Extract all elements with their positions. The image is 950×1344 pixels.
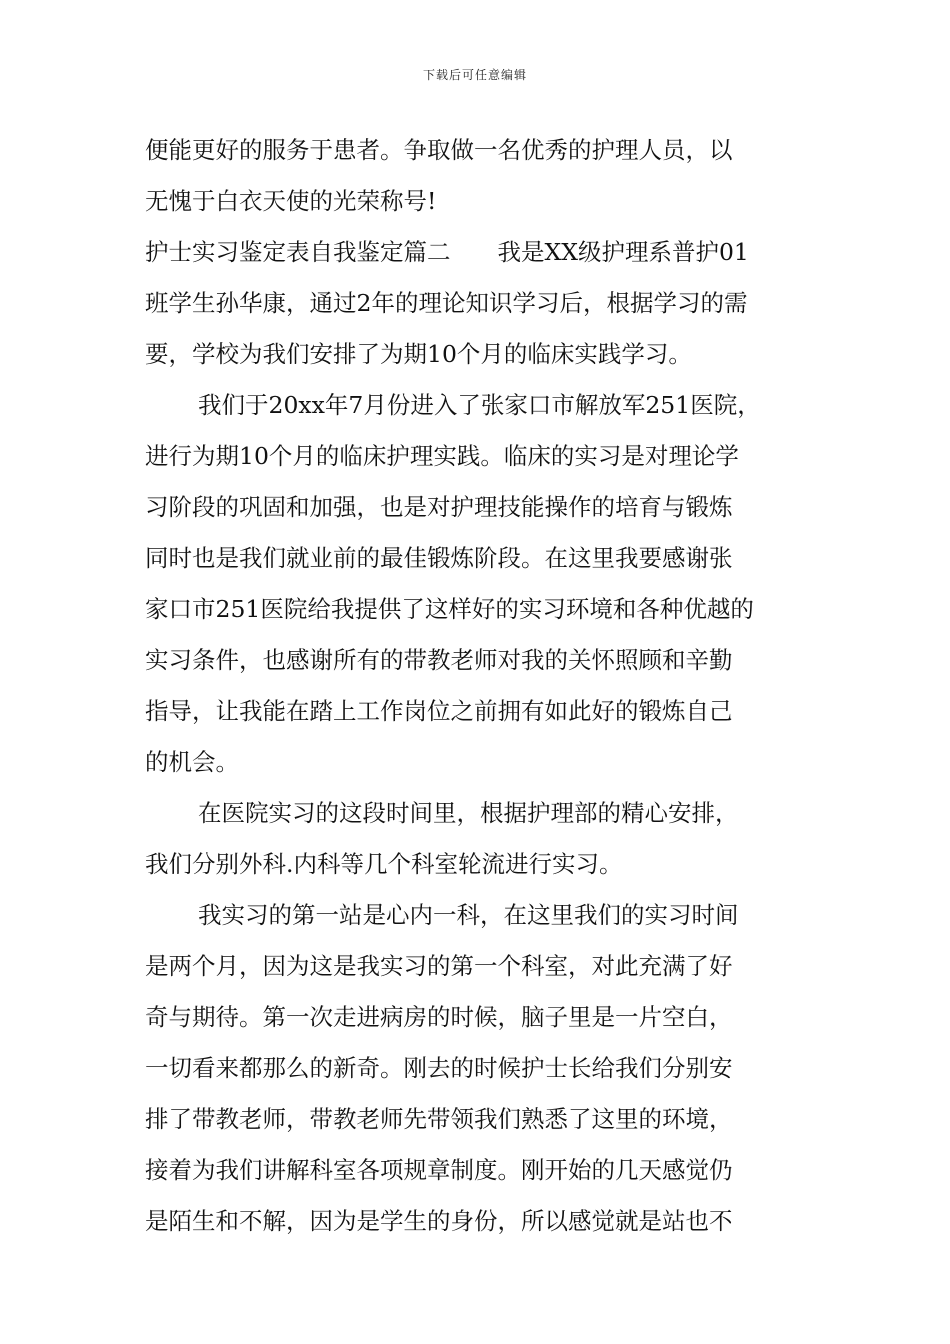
text-line: 习阶段的巩固和加强，也是对护理技能操作的培育与锻炼 <box>145 493 733 521</box>
text-line: 指导，让我能在踏上工作岗位之前拥有如此好的锻炼自己 <box>145 697 733 725</box>
text-line: 接着为我们讲解科室各项规章制度。刚开始的几天感觉仍 <box>145 1156 733 1184</box>
paragraph-first-line: 我们于20xx年7月份进入了张家口市解放军251医院， <box>198 391 761 419</box>
text-line: 无愧于白衣天使的光荣称号! <box>145 187 437 215</box>
section-heading-line: 护士实习鉴定表自我鉴定篇二 我是XX级护理系普护01 <box>145 238 749 266</box>
paragraph-first-line: 在医院实习的这段时间里，根据护理部的精心安排， <box>198 799 739 827</box>
text-line: 便能更好的服务于患者。争取做一名优秀的护理人员，以 <box>145 136 733 164</box>
text-line: 是两个月，因为这是我实习的第一个科室，对此充满了好 <box>145 952 733 980</box>
text-line: 家口市251医院给我提供了这样好的实习环境和各种优越的 <box>145 595 754 623</box>
text-line: 是陌生和不解，因为是学生的身份，所以感觉就是站也不 <box>145 1207 733 1235</box>
text-line: 的机会。 <box>145 748 239 776</box>
paragraph-first-line: 我实习的第一站是心内一科，在这里我们的实习时间 <box>198 901 739 929</box>
text-line: 实习条件，也感谢所有的带教老师对我的关怀照顾和辛勤 <box>145 646 733 674</box>
page-header: 下载后可任意编辑 <box>422 68 527 82</box>
text-line: 排了带教老师，带教老师先带领我们熟悉了这里的环境， <box>145 1105 733 1133</box>
text-line: 同时也是我们就业前的最佳锻炼阶段。在这里我要感谢张 <box>145 544 733 572</box>
text-line: 班学生孙华康，通过2年的理论知识学习后，根据学习的需 <box>145 289 748 317</box>
text-line: 要，学校为我们安排了为期10个月的临床实践学习。 <box>145 340 692 368</box>
text-line: 我们分别外科.内科等几个科室轮流进行实习。 <box>145 850 623 878</box>
text-line: 进行为期10个月的临床护理实践。临床的实习是对理论学 <box>145 442 739 470</box>
text-line: 奇与期待。第一次走进病房的时候，脑子里是一片空白， <box>145 1003 733 1031</box>
text-line: 一切看来都那么的新奇。刚去的时候护士长给我们分别安 <box>145 1054 733 1082</box>
body-text <box>145 128 807 1250</box>
